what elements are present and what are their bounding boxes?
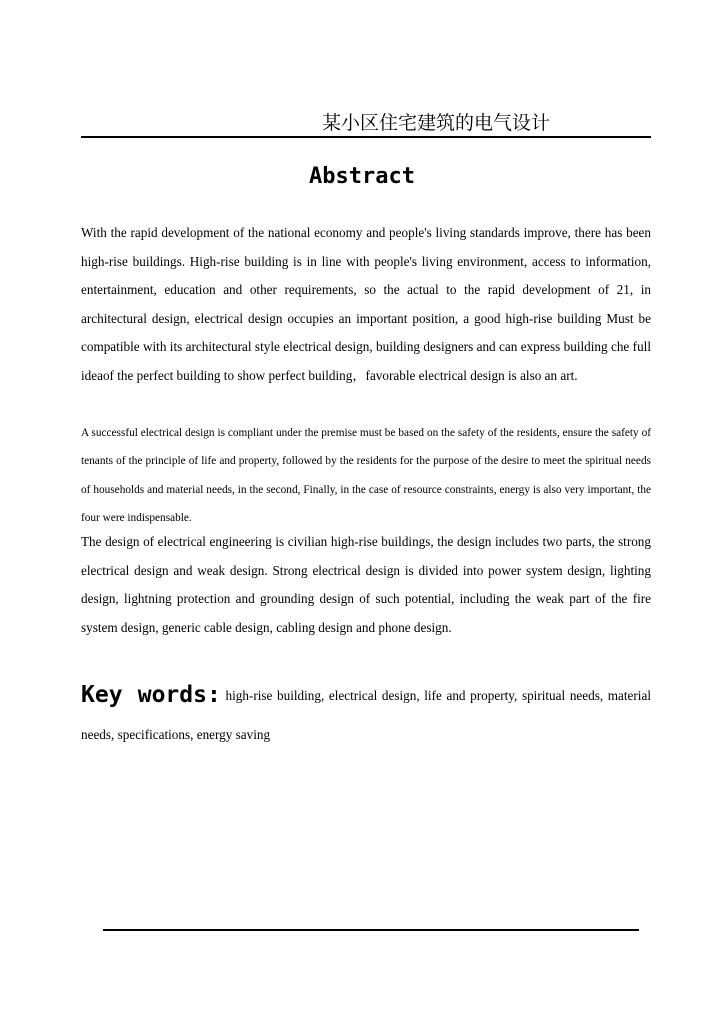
abstract-heading: Abstract <box>309 164 415 189</box>
keywords-block <box>81 676 651 754</box>
keywords-text: high-rise building, electrical design, life and property, spiritual needs, material needs, specifications, energy saving <box>81 688 651 742</box>
page-header-title: 某小区住宅建筑的电气设计 <box>322 112 551 134</box>
abstract-paragraph-1: With the rapid development of the national economy and people's living standards improve, there has been high-rise buildings. High-rise building is in line with people's living environment, access to information, entertainment, education and other requirements, so the actual to the rapid development of 21, in architectural design, electrical design occupies an important position, a good high-rise building Must be compatible with its architectural style electrical design, building designers and can express building che full ideaof the perfect building to show perfect building，favorable electrical design is also an art. <box>81 225 651 383</box>
footer-rule <box>103 929 639 931</box>
abstract-paragraph-2: A successful electrical design is compliant under the premise must be based on the safety of the residents, ensure the safety of tenants of the principle of life and property, followed by the residents for the purpose of the desire to meet the spiritual needs of households and material needs, in the second, Finally, in the case of resource constraints, energy is also very important, the four were indispensable. <box>81 427 651 525</box>
header-rule <box>81 136 651 138</box>
abstract-paragraph-3: The design of electrical engineering is civilian high-rise buildings, the design includes two parts, the strong electrical design and weak design. Strong electrical design is divided into power system design, lighting design, lightning protection and grounding design of such potential, including the weak part of the fire system design, generic cable design, cabling design and phone design. <box>81 534 651 635</box>
keywords-label: Key words: <box>81 682 221 708</box>
